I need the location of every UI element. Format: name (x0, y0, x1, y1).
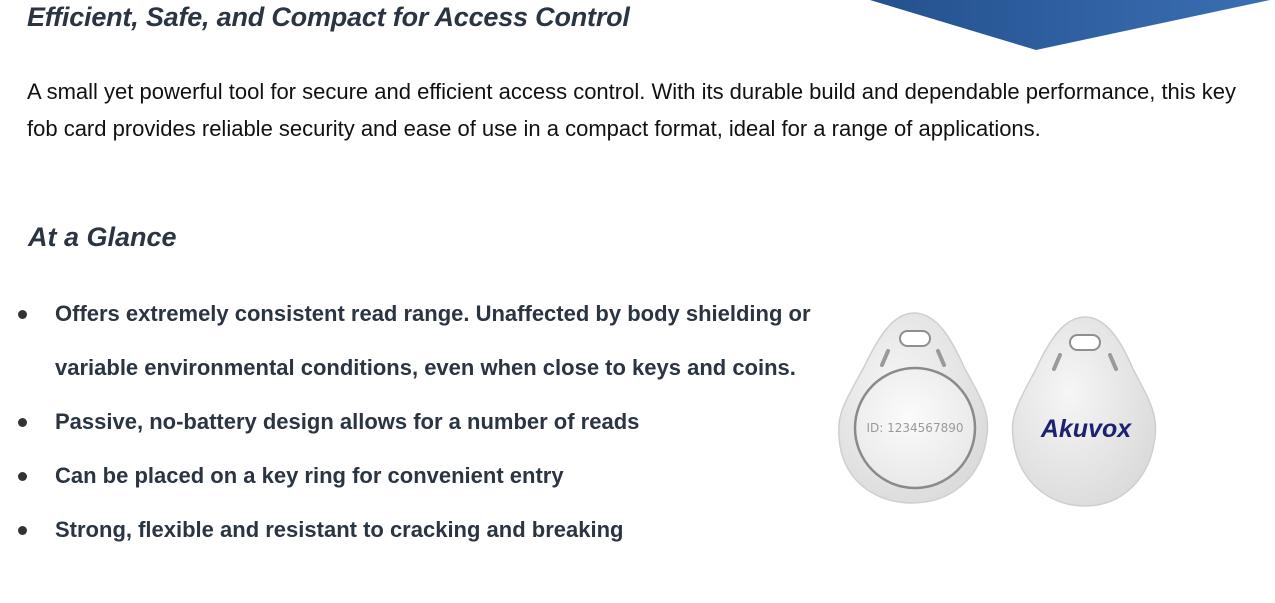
feature-text: Can be placed on a key ring for convenient entry (55, 463, 564, 488)
feature-text: Strong, flexible and resistant to cracking and breaking (55, 517, 624, 542)
bullet-icon (18, 310, 27, 319)
akuvox-logo: Akuvox (1040, 415, 1132, 443)
fob-id-label: ID: 1234567890 (866, 421, 964, 435)
key-fob-right (1012, 317, 1155, 506)
key-fob-product-image (832, 305, 1167, 515)
feature-item (0, 395, 820, 449)
section-title-at-a-glance: At a Glance (28, 222, 177, 252)
feature-text: Offers extremely consistent read range. Unaffected by body shielding or variable environmental conditions, even when close to keys and coins. (55, 301, 811, 380)
feature-list (0, 287, 820, 557)
bullet-icon (18, 418, 27, 427)
decorative-banner-shape (870, 0, 1270, 50)
intro-paragraph: A small yet powerful tool for secure and efficient access control. With its durable build and dependable performance, this key fob card provides reliable security and ease of use in a compact format, ideal for a range of applications. (27, 79, 1237, 141)
feature-item (0, 503, 820, 557)
bullet-icon (18, 526, 27, 535)
page-title: Efficient, Safe, and Compact for Access Control (27, 2, 630, 32)
feature-item (0, 449, 820, 503)
feature-item (0, 287, 820, 395)
bullet-icon (18, 472, 27, 481)
feature-text: Passive, no-battery design allows for a number of reads (55, 409, 640, 434)
key-fob-left (839, 313, 988, 503)
